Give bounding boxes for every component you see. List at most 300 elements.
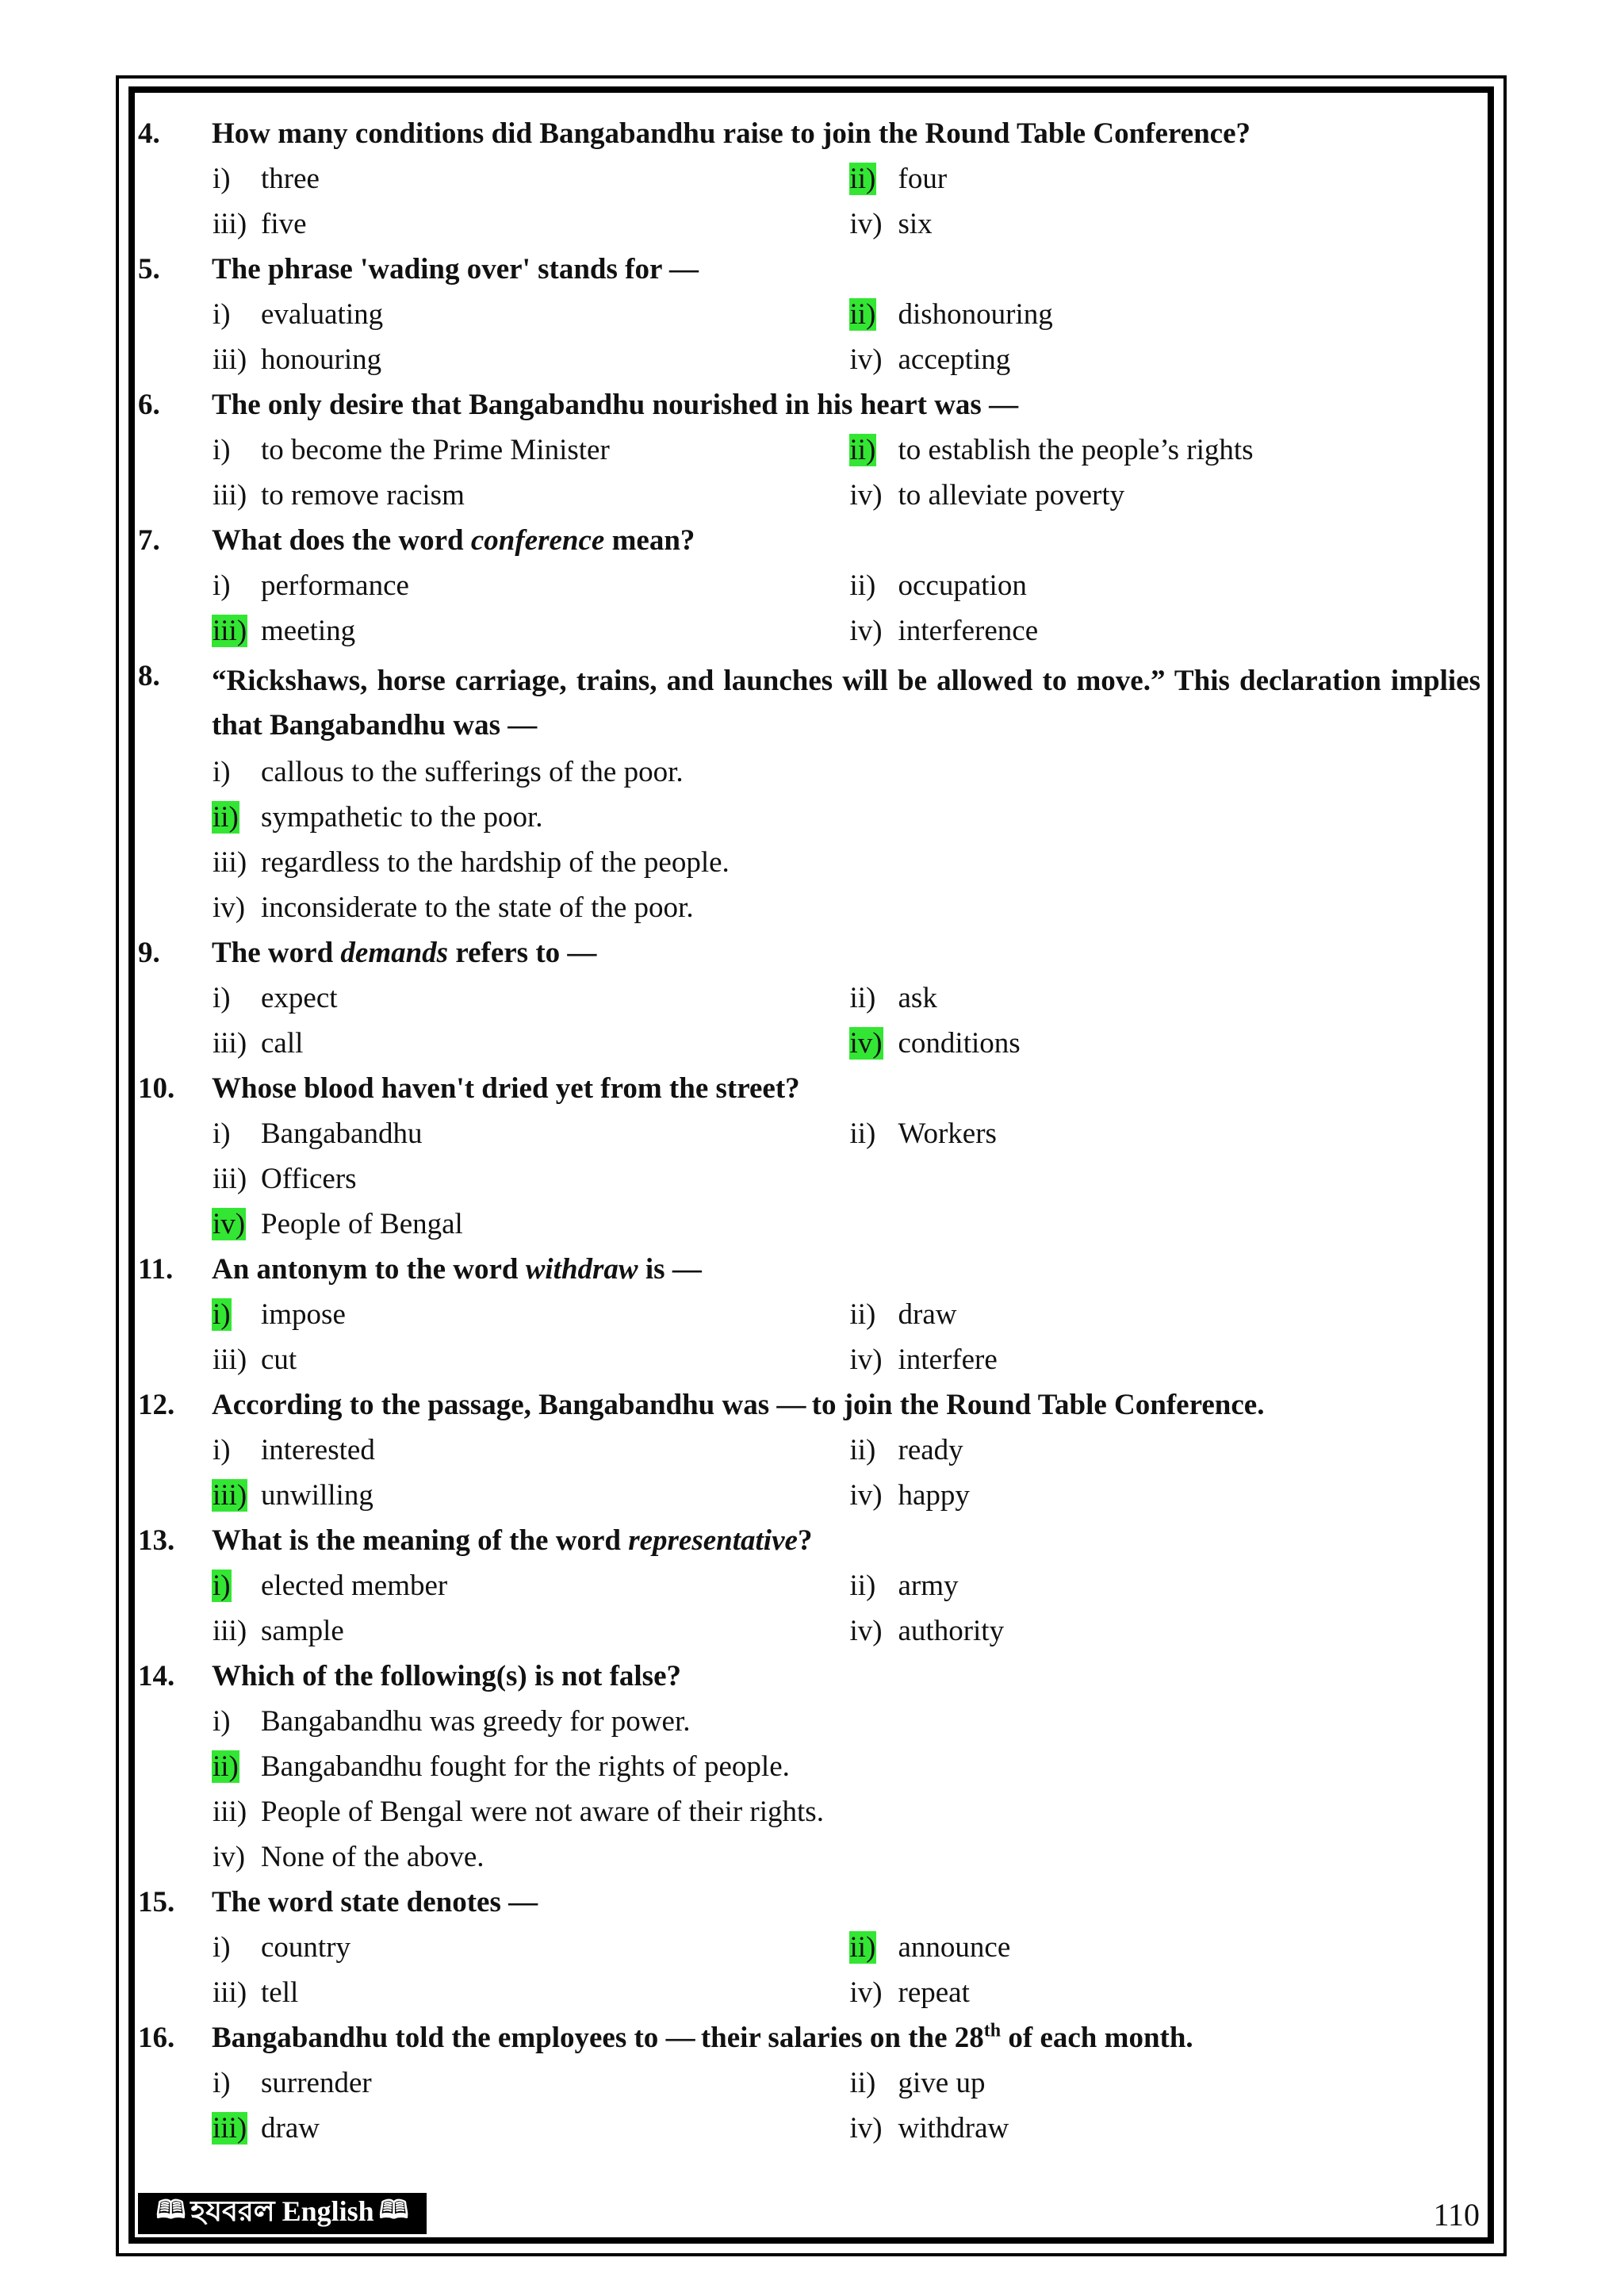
option-text: to establish the people’s rights (898, 434, 1254, 466)
correct-answer-highlight: iii) (213, 2112, 247, 2145)
question-text (212, 1383, 1480, 1428)
option-text: give up (898, 2067, 986, 2099)
answer-option (212, 1840, 1401, 1874)
question-text-part: The word (212, 936, 341, 969)
option-label: iv) (849, 1343, 883, 1376)
option-marker (212, 1478, 261, 1512)
option-text: honouring (261, 343, 382, 376)
option-label: ii) (849, 569, 876, 602)
answer-option (849, 478, 1487, 512)
answer-option (849, 981, 1487, 1015)
option-marker (212, 1976, 261, 2010)
option-label: ii) (849, 1434, 876, 1466)
option-text: expect (261, 982, 338, 1014)
option-marker (212, 800, 261, 834)
options-row (138, 337, 1486, 382)
answer-option (212, 1976, 849, 2010)
answer-option (212, 1750, 1401, 1784)
option-label: iv) (849, 1976, 883, 2009)
correct-answer-highlight: ii) (849, 434, 876, 466)
answer-option (849, 2111, 1487, 2145)
option-text: authority (898, 1615, 1005, 1647)
options-row (138, 1970, 1486, 2015)
question-text-part: refers to (448, 936, 568, 969)
option-label: ii) (849, 1117, 876, 1150)
options-row (138, 795, 1486, 840)
answer-option (212, 1478, 849, 1512)
question (138, 111, 1486, 156)
answer-option (212, 569, 849, 603)
answer-option (212, 800, 1401, 834)
question-text (212, 383, 1480, 427)
option-label: ii) (849, 1298, 876, 1331)
option-marker (849, 981, 898, 1015)
option-text: six (898, 208, 933, 240)
options-row (138, 885, 1486, 930)
blank-dash: — (989, 388, 1017, 421)
options-row (138, 1021, 1486, 1066)
answer-option (212, 1614, 849, 1648)
option-label: i) (213, 163, 231, 195)
option-marker (212, 569, 261, 603)
option-text: interested (261, 1434, 375, 1466)
option-text: People of Bengal (261, 1208, 463, 1240)
option-marker (212, 1207, 261, 1241)
option-text: four (898, 163, 948, 195)
option-marker (212, 614, 261, 648)
answer-option (212, 2111, 849, 2145)
correct-answer-highlight: ii) (213, 1750, 239, 1783)
question-number: 8. (138, 660, 160, 692)
option-text: surrender (261, 2067, 372, 2099)
question-text (212, 1880, 1480, 1925)
question-number: 12. (138, 1389, 175, 1421)
question (138, 1880, 1486, 1925)
option-text: repeat (898, 1976, 970, 2009)
option-text: draw (898, 1298, 957, 1331)
options-row (138, 1202, 1486, 1247)
options-row (138, 1473, 1486, 1518)
question (138, 1518, 1486, 1563)
option-label: i) (213, 982, 231, 1014)
option-marker (849, 343, 898, 377)
answer-option (849, 1478, 1487, 1512)
blank-dash: — (508, 709, 536, 742)
options-row (138, 427, 1486, 473)
answer-option (212, 1297, 849, 1332)
option-marker (212, 2111, 261, 2145)
option-marker (212, 755, 261, 789)
correct-answer-highlight: iv) (849, 1027, 883, 1060)
option-label: ii) (849, 1570, 876, 1602)
option-label: i) (213, 2067, 231, 2099)
option-marker (212, 343, 261, 377)
option-marker (212, 2066, 261, 2100)
option-marker (212, 1297, 261, 1332)
question-number: 15. (138, 1886, 175, 1918)
question-list (138, 111, 1486, 2151)
option-label: i) (213, 1705, 231, 1738)
option-marker (849, 1297, 898, 1332)
option-marker (849, 207, 898, 241)
option-marker (849, 1614, 898, 1648)
option-text: call (261, 1027, 304, 1060)
options-row (138, 292, 1486, 337)
option-label: iii) (213, 208, 247, 240)
option-label: ii) (849, 982, 876, 1014)
options-row (138, 2060, 1486, 2106)
option-text: Bangabandhu (261, 1117, 423, 1150)
question-text-part: state (340, 1885, 400, 1918)
blank-dash: — (665, 2021, 694, 2054)
option-label: i) (213, 298, 231, 331)
option-marker (849, 433, 898, 467)
brand-logo (138, 2193, 427, 2234)
option-marker (849, 1976, 898, 2010)
answer-option (849, 614, 1487, 648)
option-text: ask (898, 982, 937, 1014)
question-text-part: “Rickshaws, horse carriage, trains, and launches will be allowed to move.” This declaration implies that Bangabandhu was (212, 665, 1480, 742)
ordinal-suffix: th (983, 2020, 1002, 2041)
question (138, 1066, 1486, 1111)
option-label: iv) (213, 891, 246, 924)
footer (138, 2193, 1486, 2237)
option-label: iv) (849, 208, 883, 240)
option-label: iv) (849, 615, 883, 647)
question-text-part: their salaries on the 28 (693, 2021, 984, 2054)
option-marker (212, 1930, 261, 1964)
option-label: iii) (213, 479, 247, 512)
question-text-part: What is the meaning of the word (212, 1524, 629, 1557)
option-marker (212, 1840, 261, 1874)
options-row (138, 840, 1486, 885)
answer-option (212, 1704, 1401, 1738)
option-marker (212, 981, 261, 1015)
question-text-part: Bangabandhu told the employees to (212, 2021, 666, 2054)
option-text: draw (261, 2112, 320, 2145)
option-label: iii) (213, 846, 247, 879)
option-marker (849, 2066, 898, 2100)
option-text: withdraw (898, 2112, 1009, 2145)
question (138, 1654, 1486, 1699)
question-text-part: to join the Round Table Conference. (804, 1388, 1265, 1421)
key-word: withdraw (525, 1252, 638, 1286)
option-label: iv) (213, 1841, 246, 1873)
answer-option (212, 1117, 849, 1151)
answer-option (212, 478, 849, 512)
answer-option (849, 569, 1487, 603)
question-text-part: Whose blood haven't dried yet from the street? (212, 1071, 800, 1105)
option-text: interfere (898, 1343, 998, 1376)
option-text: regardless to the hardship of the people. (261, 846, 730, 879)
question (138, 2015, 1486, 2060)
option-marker (849, 569, 898, 603)
question-text-part: ? (797, 1524, 813, 1557)
option-text: accepting (898, 343, 1011, 376)
option-text: country (261, 1931, 351, 1964)
option-marker (849, 1478, 898, 1512)
option-label: i) (213, 1434, 231, 1466)
book-icon: 🕮 (378, 2195, 409, 2224)
option-marker (212, 891, 261, 925)
correct-answer-highlight: iii) (213, 1479, 247, 1512)
option-text: inconsiderate to the state of the poor. (261, 891, 694, 924)
option-label: iii) (213, 1343, 247, 1376)
question-number: 14. (138, 1660, 175, 1692)
correct-answer-highlight: i) (213, 1570, 231, 1602)
options-row (138, 1292, 1486, 1337)
answer-option (212, 1026, 849, 1060)
option-text: three (261, 163, 320, 195)
answer-option (849, 1117, 1487, 1151)
option-label: i) (213, 434, 231, 466)
options-row (138, 749, 1486, 795)
answer-option (212, 614, 849, 648)
option-marker (849, 2111, 898, 2145)
option-marker (212, 1795, 261, 1829)
answer-option (849, 1976, 1487, 2010)
options-row (138, 1789, 1486, 1834)
option-text: Bangabandhu was greedy for power. (261, 1705, 691, 1738)
option-label: iii) (213, 1796, 247, 1828)
question-number: 13. (138, 1524, 175, 1557)
option-text: to remove racism (261, 479, 465, 512)
option-text: People of Bengal were not aware of their rights. (261, 1796, 824, 1828)
question-text-part: of each month. (1001, 2021, 1193, 2054)
options-row (138, 1834, 1486, 1880)
options-row (138, 1337, 1486, 1382)
option-marker (212, 478, 261, 512)
options-row (138, 608, 1486, 654)
question-text-part: The phrase 'wading over' stands for (212, 252, 669, 286)
option-label: iii) (213, 343, 247, 376)
answer-option (212, 207, 849, 241)
options-row (138, 1111, 1486, 1156)
option-label: iii) (213, 1163, 247, 1195)
question-number: 6. (138, 389, 160, 421)
question-text-part: How many conditions did Bangabandhu raise to join the Round Table Conference? (212, 117, 1251, 150)
question-text-part: denotes (399, 1885, 509, 1918)
option-marker (212, 1343, 261, 1377)
option-label: i) (213, 1931, 231, 1964)
option-text: meeting (261, 615, 356, 647)
key-word: representative (628, 1524, 798, 1557)
answer-option (849, 297, 1487, 332)
question-text (212, 931, 1480, 976)
question-text (212, 1654, 1480, 1699)
question-text (212, 519, 1480, 563)
question (138, 654, 1486, 749)
option-text: impose (261, 1298, 346, 1331)
answer-option (212, 343, 849, 377)
option-marker (212, 1162, 261, 1196)
question-text-part: Which of the following(s) is not false? (212, 1659, 681, 1692)
answer-option (212, 891, 1401, 925)
answer-option (849, 207, 1487, 241)
option-marker (212, 1569, 261, 1603)
question (138, 1247, 1486, 1292)
answer-option (849, 1614, 1487, 1648)
option-marker (212, 433, 261, 467)
question-text (212, 659, 1480, 748)
option-text: five (261, 208, 307, 240)
question (138, 382, 1486, 427)
option-text: sympathetic to the poor. (261, 801, 543, 834)
question-number: 11. (138, 1253, 174, 1286)
option-marker (849, 1930, 898, 1964)
options-row (138, 473, 1486, 518)
question-number: 7. (138, 524, 160, 557)
answer-option (212, 1433, 849, 1467)
options-row (138, 1428, 1486, 1473)
option-text: occupation (898, 569, 1027, 602)
option-marker (849, 162, 898, 196)
question (138, 518, 1486, 563)
option-text: interference (898, 615, 1039, 647)
options-row (138, 1744, 1486, 1789)
option-marker (212, 162, 261, 196)
option-text: happy (898, 1479, 970, 1512)
option-marker (849, 1117, 898, 1151)
correct-answer-highlight: iii) (213, 615, 247, 647)
option-marker (212, 1026, 261, 1060)
option-text: elected member (261, 1570, 448, 1602)
answer-option (212, 433, 849, 467)
correct-answer-highlight: ii) (213, 801, 239, 834)
correct-answer-highlight: i) (213, 1298, 231, 1331)
blank-dash: — (669, 252, 697, 286)
question (138, 930, 1486, 976)
blank-dash: — (672, 1252, 700, 1286)
option-text: evaluating (261, 298, 384, 331)
question-number: 10. (138, 1072, 175, 1105)
options-row (138, 1925, 1486, 1970)
option-text: sample (261, 1615, 344, 1647)
option-label: i) (213, 756, 231, 788)
answer-option (212, 2066, 849, 2100)
question-number: 4. (138, 117, 160, 150)
answer-option (849, 1297, 1487, 1332)
book-icon: 🕮 (155, 2195, 186, 2224)
option-text: Bangabandhu fought for the rights of people. (261, 1750, 790, 1783)
option-label: iii) (213, 1027, 247, 1060)
answer-option (212, 1162, 1401, 1196)
options-row (138, 156, 1486, 201)
question-text-part: What does the word (212, 523, 471, 557)
question-text (212, 1067, 1480, 1111)
answer-option (212, 845, 1401, 880)
option-marker (849, 1433, 898, 1467)
option-label: i) (213, 1117, 231, 1150)
blank-dash: — (508, 1885, 537, 1918)
option-label: iv) (849, 343, 883, 376)
option-text: conditions (898, 1027, 1021, 1060)
question (138, 1382, 1486, 1428)
answer-option (212, 1343, 849, 1377)
answer-option (849, 1433, 1487, 1467)
brand-name: হযবরল English (190, 2195, 374, 2227)
correct-answer-highlight: iv) (213, 1208, 246, 1240)
question-text-part: An antonym to the word (212, 1252, 526, 1286)
option-text: Workers (898, 1117, 997, 1150)
option-text: to alleviate poverty (898, 479, 1125, 512)
answer-option (849, 1569, 1487, 1603)
option-marker (212, 1750, 261, 1784)
option-marker (212, 1704, 261, 1738)
question-number: 16. (138, 2022, 175, 2054)
option-text: announce (898, 1931, 1011, 1964)
option-text: cut (261, 1343, 297, 1376)
question-text-part: mean? (604, 523, 695, 557)
question-text (212, 1519, 1480, 1563)
option-text: None of the above. (261, 1841, 485, 1873)
options-row (138, 201, 1486, 247)
option-marker (849, 614, 898, 648)
question-text-part: The only desire that Bangabandhu nourished in his heart was (212, 388, 990, 421)
question-text-part: is (638, 1252, 672, 1286)
correct-answer-highlight: ii) (849, 1931, 876, 1964)
options-row (138, 563, 1486, 608)
option-marker (212, 1433, 261, 1467)
option-text: army (898, 1570, 959, 1602)
options-row (138, 1563, 1486, 1608)
option-marker (849, 1026, 898, 1060)
answer-option (212, 755, 1401, 789)
option-marker (212, 1614, 261, 1648)
key-word: conference (470, 523, 605, 557)
option-marker (849, 478, 898, 512)
question-text-part: The word (212, 1885, 341, 1918)
answer-option (849, 2066, 1487, 2100)
question-text (212, 2016, 1480, 2060)
option-text: callous to the sufferings of the poor. (261, 756, 684, 788)
question-number: 9. (138, 937, 160, 969)
answer-option (212, 1569, 849, 1603)
page-number: 110 (1433, 2197, 1480, 2233)
blank-dash: — (567, 936, 596, 969)
option-text: to become the Prime Minister (261, 434, 610, 466)
options-row (138, 2106, 1486, 2151)
answer-option (849, 433, 1487, 467)
answer-option (849, 1930, 1487, 1964)
options-row (138, 1156, 1486, 1202)
option-text: dishonouring (898, 298, 1053, 331)
option-label: ii) (849, 2067, 876, 2099)
answer-option (849, 1026, 1487, 1060)
option-text: tell (261, 1976, 299, 2009)
option-label: iii) (213, 1976, 247, 2009)
options-row (138, 976, 1486, 1021)
option-marker (212, 1117, 261, 1151)
option-marker (849, 1569, 898, 1603)
question-text (212, 247, 1480, 292)
answer-option (212, 1930, 849, 1964)
option-text: unwilling (261, 1479, 373, 1512)
option-label: iii) (213, 1615, 247, 1647)
option-text: performance (261, 569, 409, 602)
option-text: Officers (261, 1163, 357, 1195)
option-label: i) (213, 569, 231, 602)
answer-option (849, 162, 1487, 196)
question-text (212, 1248, 1480, 1292)
option-marker (212, 297, 261, 332)
answer-option (849, 343, 1487, 377)
options-row (138, 1699, 1486, 1744)
option-marker (212, 845, 261, 880)
correct-answer-highlight: ii) (849, 163, 876, 195)
answer-option (212, 297, 849, 332)
option-label: iv) (849, 479, 883, 512)
